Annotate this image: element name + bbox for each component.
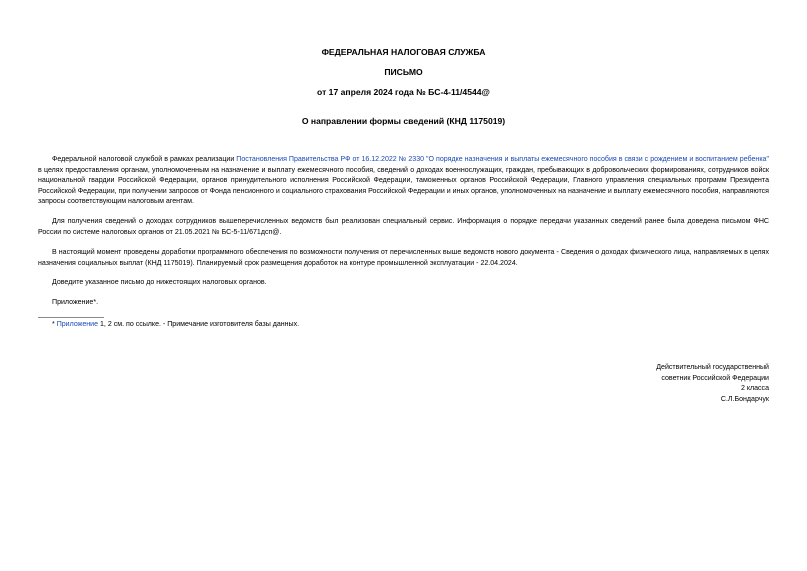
paragraph-2: Для получения сведений о доходах сотрудников вышеперечисленных ведомств был реализован специальный сервис. Информация о порядке передачи указанных сведений ранее была доведена письмом ФНС России по системе налоговых органов от 21.05.2021 № БС-5-11/671дсп@.: [38, 218, 769, 236]
footnote-divider: [38, 317, 104, 318]
signature-line-3: 2 класса: [740, 385, 769, 392]
signature-line-1: Действительный государственный: [656, 364, 769, 371]
signature-block: [656, 363, 769, 405]
paragraph-5-appendix: Приложение*.: [52, 299, 99, 306]
document-subject: О направлении формы сведений (КНД 1175019): [301, 116, 506, 126]
paragraph-4: Доведите указанное письмо до нижестоящих налоговых органов.: [52, 279, 267, 286]
paragraph-1-lead: Федеральной налоговой службой в рамках реализации: [52, 156, 237, 163]
footnote: [52, 320, 299, 330]
signature-name: С.Л.Бондарчук: [720, 395, 769, 403]
footnote-text: 1, 2 см. по ссылке. - Примечание изготовителя базы данных.: [98, 321, 300, 328]
paragraph-1: [38, 155, 769, 208]
paragraph-1-rest: в целях предоставления органам, уполномоченным на назначение и выплату ежемесячного пособия, сведений о доходах военнослужащих, граждан, пребывающих в добровольческих формированиях, сотрудников войск национальной гвардии Российской Федерации, органов принудительного исполнения Российской Федерации, таможенных органов Российской Федерации, Главного управления специальных программ Президента Российской Федерации, при получении запросов от Фонда пенсионного и социального страхования Российской Федерации и иных органов, уполномоченных на назначение и выплату ежемесячного пособия, направляются запросы соответствующим налоговым агентам.: [38, 166, 769, 205]
agency-title: ФЕДЕРАЛЬНАЯ НАЛОГОВАЯ СЛУЖБА: [321, 47, 486, 57]
appendix-link[interactable]: Приложение: [56, 321, 99, 328]
document-date-number: от 17 апреля 2024 года № БС-4-11/4544@: [317, 87, 490, 97]
document-type: ПИСЬМО: [384, 67, 423, 77]
signature-line-2: советник Российской Федерации: [661, 374, 769, 382]
paragraph-3: В настоящий момент проведены доработки программного обеспечения по возможности получения от перечисленных выше ведомств нового документа - Сведения о доходах физического лица, направляемых в целях назначения социальных выплат (КНД 1175019). Планируемый срок размещения доработок на контуре промышленной эксплуатации - 22.04.2024.: [38, 249, 769, 267]
footnote-marker: *: [52, 321, 57, 328]
resolution-link[interactable]: Постановления Правительства РФ от 16.12.2022 № 2330 "О порядке назначения и выплаты ежемесячного пособия в связи с рождением и воспитанием ребенка": [236, 156, 769, 163]
